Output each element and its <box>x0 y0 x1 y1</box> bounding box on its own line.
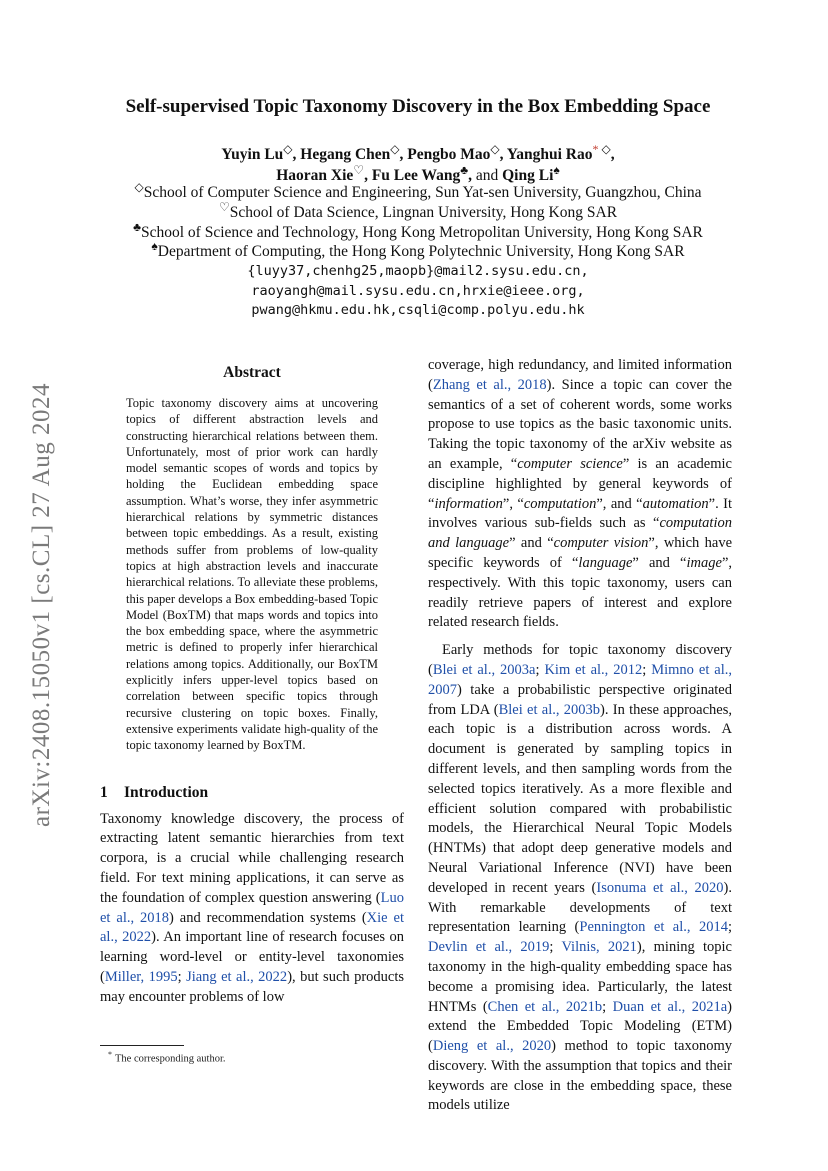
citation-link[interactable]: Blei et al., 2003b <box>498 701 601 718</box>
author-name: Yuyin Lu <box>221 146 284 163</box>
footnote-mark: * <box>108 1050 112 1059</box>
arxiv-identifier <box>22 360 62 850</box>
email-line: {luyy37,chenhg25,maopb}@mail2.sysu.edu.cn, <box>247 263 589 279</box>
affiliation-list <box>100 179 736 262</box>
author-name: Hegang Chen <box>300 146 391 163</box>
citation-link[interactable]: Zhang et al., 2018 <box>432 376 547 393</box>
citation-link[interactable]: Xie et al., 2022 <box>100 909 404 946</box>
email-list <box>100 262 736 321</box>
affiliation: ◇School of Computer Science and Engineering, Sun Yat-sen University, Guangzhou, China <box>134 179 702 201</box>
citation-link[interactable]: Vilnis, 2021 <box>561 939 637 956</box>
citation-link[interactable]: Duan et al., 2021a <box>612 998 728 1015</box>
footnote-text: The corresponding author. <box>115 1053 226 1065</box>
section-title: Introduction <box>124 783 209 801</box>
citation-link[interactable]: Luo et al., 2018 <box>100 889 404 926</box>
intro-paragraph-1-part-a: Taxonomy knowledge discovery, the process of extracting latent semantic hierarchies from text corpora, is a crucial while challenging research field. For text mining applications, it can serve as the foundation of complex question answering (Luo et al., 2018) and recommendation systems (Xie et al., 2022). An important line of research focuses on learning word-level or entity-level taxonomies (Miller, 1995; Jiang et al., 2022), but such products may encounter problems of low <box>100 810 405 1005</box>
abstract-body: Topic taxonomy discovery aims at uncovering topics of different abstraction levels and constructing hierarchical relations between them. Unfortunately, most of prior work can hardly model semantic scopes of words and topics by holding the Euclidean embedding space assumption. What’s worse, they infer asymmetric hierarchical relations by symmetric distances between topic embeddings. As a result, existing methods suffer from problems of low-quality topics at high abstraction levels and inaccurate hierarchical relations. To alleviate these problems, this paper develops a Box embedding-based Topic Model (BoxTM) that maps words and topics into the box embedding space, where the asymmetric metric is defined to properly infer hierarchical relations among topics. Additionally, our BoxTM explicitly infers upper-level topics based on correlation between specific topics through recursive clustering on topic boxes. Finally, extensive experiments validate high-quality of the topic taxonomy learned by BoxTM. <box>126 396 378 753</box>
citation-link[interactable]: Kim et al., 2012 <box>544 661 643 678</box>
intro-paragraph-1-part-b: coverage, high redundancy, and limited information (Zhang et al., 2018). Since a topic can cover the semantics of a set of coherent words, some works propose to use topics as the basic taxonomic units. Taking the topic taxonomy of the arXiv website as an example, “computer science” is an academic discipline highlighted by general keywords of “information”, “computation”, and “automation”. It involves various sub-fields such as “computation and language” and “computer vision”, which have specific keywords of “language” and “image”, respectively. With this topic taxonomy, users can readily retrieve papers of interest and explore related research fields. <box>428 357 733 631</box>
section-number: 1 <box>100 783 108 801</box>
affiliation: ♣School of Science and Technology, Hong Kong Metropolitan University, Hong Kong SAR <box>133 219 703 241</box>
author-name: Haoran Xie <box>276 167 354 184</box>
arxiv-identifier-text: arXiv:2408.15050v1 [cs.CL] 27 Aug 2024 <box>28 383 55 827</box>
email-line: raoyangh@mail.sysu.edu.cn,hrxie@ieee.org, <box>251 282 585 299</box>
right-column <box>428 356 732 1116</box>
author-name: Yanghui Rao <box>506 146 593 163</box>
footnote <box>108 1050 226 1065</box>
author-conjunction: and <box>475 167 499 184</box>
left-column <box>100 364 404 1008</box>
author-list: Yuyin Lu◇, Hegang Chen◇, Pengbo Mao◇, Yanghui Rao* ◇, Haoran Xie♡, Fu Lee Wang♣, and Qing Li♠ <box>221 141 615 184</box>
citation-link[interactable]: Miller, 1995 <box>104 968 178 985</box>
abstract-heading: Abstract <box>223 364 281 381</box>
citation-link[interactable]: Isonuma et al., 2020 <box>596 879 724 896</box>
email-line: pwang@hkmu.edu.hk,csqli@comp.polyu.edu.hk <box>251 302 585 318</box>
citation-link[interactable]: Jiang et al., 2022 <box>186 968 288 985</box>
citation-link[interactable]: Blei et al., 2003a <box>432 661 536 678</box>
intro-paragraph-2: Early methods for topic taxonomy discovery (Blei et al., 2003a; Kim et al., 2012; Mimno et al., 2007) take a probabilistic perspective originated from LDA (Blei et al., 2003b). In these approaches, each topic is a distribution across words. A document is generated by sampling topics in different levels, and then sampling words from the selected topics iteratively. As a more flexible and efficient solution compared with probabilistic models, the Hierarchical Neural Topic Models (HNTMs) that adopt deep generative models and Neural Variational Inference (NVI) have been developed in recent years (Isonuma et al., 2020). With remarkable developments of text representation learning (Pennington et al., 2014; Devlin et al., 2019; Vilnis, 2021), mining topic taxonomy in the high-quality embedding space has become a promising idea. Particularly, the latest HNTMs (Chen et al., 2021b; Duan et al., 2021a) extend the Embedded Topic Modeling (ETM) (Dieng et al., 2020) method to topic taxonomy discovery. With the assumption that topics and their keywords are close in the embedding space, these models utilize <box>428 642 733 1114</box>
citation-link[interactable]: Pennington et al., 2014 <box>579 919 728 936</box>
section-heading <box>100 784 404 802</box>
citation-link[interactable]: Devlin et al., 2019 <box>428 939 550 956</box>
citation-link[interactable]: Chen et al., 2021b <box>487 998 603 1015</box>
author-name: Qing Li <box>502 167 554 184</box>
citation-link[interactable]: Mimno et al., 2007 <box>428 661 733 698</box>
affiliation: ♠Department of Computing, the Hong Kong Polytechnic University, Hong Kong SAR <box>151 239 685 261</box>
footnote-rule <box>100 1045 184 1046</box>
citation-link[interactable]: Dieng et al., 2020 <box>432 1038 552 1055</box>
author-name: Pengbo Mao <box>407 146 491 163</box>
affiliation: ♡School of Data Science, Lingnan University, Hong Kong SAR <box>218 199 618 221</box>
paper-title: Self-supervised Topic Taxonomy Discovery in the Box Embedding Space <box>125 96 711 117</box>
author-name: Fu Lee Wang <box>371 167 461 184</box>
